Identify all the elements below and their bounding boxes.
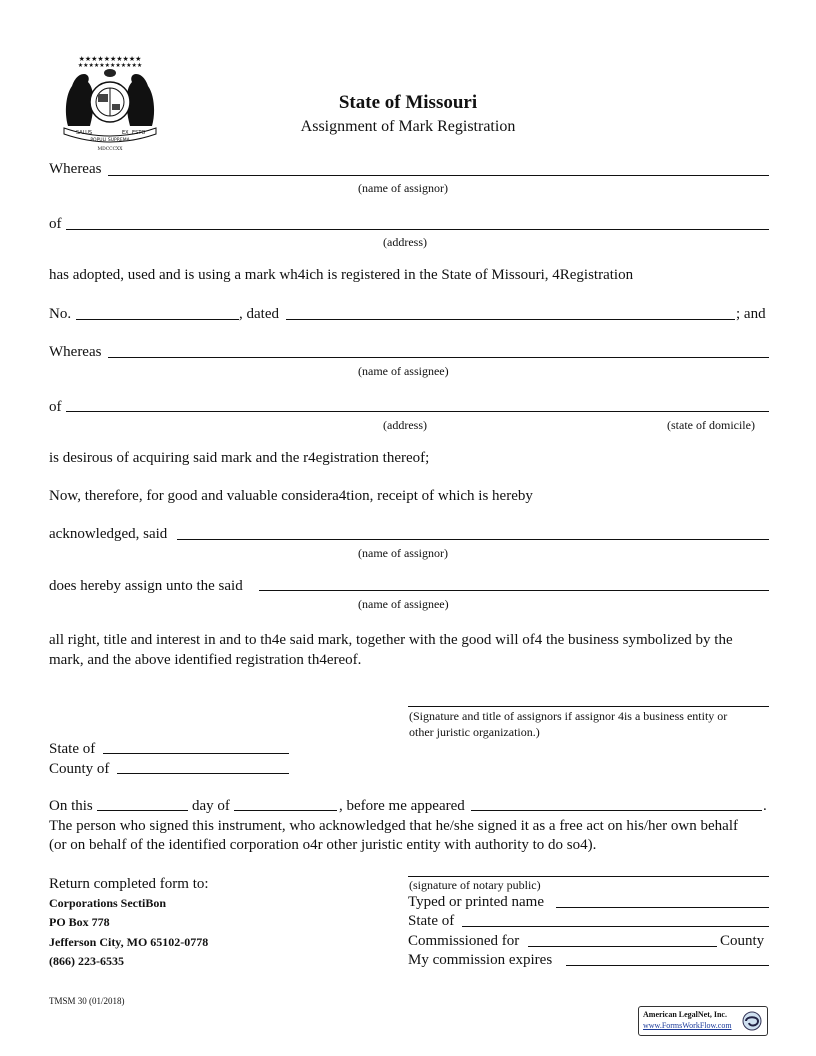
assign-assignee-caption: (name of assignee) xyxy=(358,597,449,611)
assign-assignee-field[interactable] xyxy=(259,590,769,591)
assign-label: does hereby assign unto the said xyxy=(49,578,243,594)
svg-text:★★★★★★★★★★★★: ★★★★★★★★★★★★ xyxy=(77,62,143,69)
all-right-text-line2: mark, and the above identified registration th4ereof. xyxy=(49,652,362,668)
commission-expires-label: My commission expires xyxy=(408,952,553,968)
assignor-signature-field[interactable] xyxy=(408,706,769,707)
acknowledged-assignor-caption: (name of assignor) xyxy=(358,546,448,560)
county-of-field[interactable] xyxy=(117,773,289,774)
assignee-name-caption: (name of assignee) xyxy=(358,364,449,378)
state-of-domicile-caption: (state of domicile) xyxy=(667,418,755,432)
return-line-1: Corporations SectiBon xyxy=(49,896,166,910)
seal-scroll-right: ESTO xyxy=(132,130,146,136)
return-line-3: Jefferson City, MO 65102-0778 xyxy=(49,935,209,949)
return-phone: (866) 223-6535 xyxy=(49,954,124,968)
assignor-address-field[interactable] xyxy=(66,229,769,230)
assignee-address-caption: (address) xyxy=(383,418,427,432)
assignee-address-field[interactable] xyxy=(66,411,769,412)
svg-text:★★★★★★★★★★: ★★★★★★★★★★ xyxy=(78,55,142,63)
page-subtitle: Assignment of Mark Registration xyxy=(300,118,516,135)
all-right-text-line1: all right, title and interest in and to th4e said mark, together with the good will of4 the business symbolized by the xyxy=(49,632,733,648)
now-therefore-text: Now, therefore, for good and valuable considera4tion, receipt of which is hereby xyxy=(49,488,533,504)
dated-field[interactable] xyxy=(286,319,735,320)
assignor-name-field[interactable] xyxy=(108,175,769,176)
registration-no-field[interactable] xyxy=(76,319,239,320)
state-of-field[interactable] xyxy=(103,753,289,754)
assignor-name-caption: (name of assignor) xyxy=(358,181,448,195)
day-field[interactable] xyxy=(97,810,188,811)
on-this-label: On this xyxy=(49,798,93,814)
assignor-address-caption: (address) xyxy=(383,235,427,249)
state-of-label: State of xyxy=(49,741,96,757)
acknowledged-label: acknowledged, said xyxy=(49,526,168,542)
typed-name-label: Typed or printed name xyxy=(408,894,544,910)
of-label-2: of xyxy=(49,399,62,415)
seal-scroll-left: SALUS xyxy=(76,130,93,136)
assignee-name-field[interactable] xyxy=(108,357,769,358)
whereas-label-1: Whereas xyxy=(49,161,102,177)
american-legalnet-logo[interactable] xyxy=(638,1006,768,1036)
whereas-label-2: Whereas xyxy=(49,344,102,360)
day-of-label: day of xyxy=(192,798,230,814)
commissioned-county-field[interactable] xyxy=(528,946,717,947)
adopted-text: has adopted, used and is using a mark wh4ich is registered in the State of Missouri, 4Registration xyxy=(49,267,634,283)
of-label-1: of xyxy=(49,216,62,232)
commissioned-for-label: Commissioned for xyxy=(408,933,520,949)
before-me-label: , before me appeared xyxy=(339,798,465,814)
person-text-line2: (or on behalf of the identified corporation o4r other juristic entity with authority to do so4). xyxy=(49,837,597,853)
notary-signature-caption: (signature of notary public) xyxy=(409,878,541,892)
county-of-label: County of xyxy=(49,761,110,777)
signature-caption-line1: (Signature and title of assignors if assignor 4is a business entity or xyxy=(409,709,728,723)
appeared-person-field[interactable] xyxy=(471,810,762,811)
page-title: State of Missouri xyxy=(338,92,478,113)
seal-year: MDCCCXX xyxy=(97,147,123,152)
person-text-line1: The person who signed this instrument, who acknowledged that he/she signed it as a free act on his/her own behalf xyxy=(49,818,738,834)
seal-scroll-right-prefix: EX xyxy=(122,130,129,136)
and-label: ; and xyxy=(736,306,766,322)
desirous-text: is desirous of acquiring said mark and the r4egistration thereof; xyxy=(49,450,430,466)
logo-website-link[interactable]: www.FormsWorkFlow.com xyxy=(643,1021,732,1030)
signature-caption-line2: other juristic organization.) xyxy=(409,725,540,739)
registration-no-label: No. xyxy=(49,306,72,322)
acknowledged-assignor-field[interactable] xyxy=(177,539,769,540)
period-mark: . xyxy=(763,798,767,814)
notary-state-label: State of xyxy=(408,913,455,929)
logo-company-name: American LegalNet, Inc. xyxy=(643,1010,727,1019)
seal-scroll-bottom: POPULI SUPREMA xyxy=(90,138,130,143)
typed-name-field[interactable] xyxy=(556,907,769,908)
form-code: TMSM 30 (01/2018) xyxy=(49,996,125,1006)
month-field[interactable] xyxy=(234,810,337,811)
notary-signature-field[interactable] xyxy=(408,876,769,877)
county-label: County xyxy=(720,933,765,949)
return-label: Return completed form to: xyxy=(49,876,209,892)
commission-expires-field[interactable] xyxy=(566,965,769,966)
globe-icon xyxy=(741,1010,763,1032)
notary-state-field[interactable] xyxy=(462,926,769,927)
return-line-2: PO Box 778 xyxy=(49,915,110,929)
dated-label: , dated xyxy=(239,306,279,322)
